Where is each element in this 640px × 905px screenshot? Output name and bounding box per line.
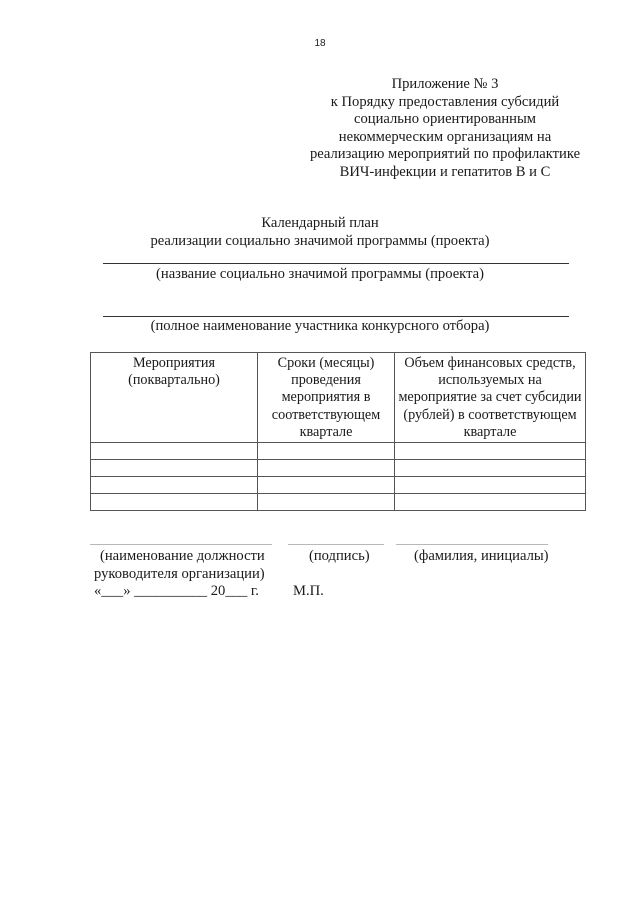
appendix-line: ВИЧ-инфекции и гепатитов В и С (339, 163, 551, 180)
stamp-place: М.П. (293, 583, 324, 599)
table-cell[interactable] (395, 443, 586, 460)
appendix-line: к Порядку предоставления субсидий (330, 93, 560, 110)
table-cell[interactable] (91, 443, 258, 460)
table-row (91, 460, 586, 477)
table-cell[interactable] (395, 460, 586, 477)
table-row (91, 477, 586, 494)
table-cell[interactable] (395, 477, 586, 494)
position-line[interactable] (90, 544, 272, 545)
plan-heading (0, 215, 640, 250)
name-line[interactable] (396, 544, 548, 545)
page-number: 18 (314, 38, 326, 49)
table-cell[interactable] (258, 494, 395, 511)
position-label-cont: руководителя организации) (94, 566, 265, 582)
table-cell[interactable] (91, 460, 258, 477)
appendix-line: некоммерческим организациям на (338, 128, 552, 145)
table-cell[interactable] (395, 494, 586, 511)
table-header-row (91, 353, 586, 443)
plan-subtitle: реализации социально значимой программы (проекта) (150, 232, 490, 249)
plan-title: Календарный план (261, 215, 379, 231)
appendix-line: социально ориентированным (353, 111, 536, 128)
table-cell[interactable] (258, 443, 395, 460)
signature-line[interactable] (288, 544, 384, 545)
table-row (91, 443, 586, 460)
appendix-line: реализацию мероприятий по профилактике (309, 146, 581, 163)
participant-caption: (полное наименование участника конкурсного отбора) (150, 318, 490, 334)
table-cell[interactable] (258, 477, 395, 494)
participant-name-line[interactable] (103, 316, 569, 317)
header-events: Мероприятия (поквартально) (91, 353, 258, 443)
table-cell[interactable] (258, 460, 395, 477)
program-name-caption: (название социально значимой программы (проекта) (156, 266, 484, 282)
position-label: (наименование должности (100, 548, 265, 564)
appendix-line: Приложение № 3 (391, 76, 499, 92)
header-timing: Сроки (месяцы) проведения мероприятия в соответствующем квартале (258, 353, 395, 443)
date-field[interactable]: «___» __________ 20___ г. (94, 583, 259, 599)
header-funding: Объем финансовых средств, используемых на мероприятие за счет субсидии (рублей) в соответствующем квартале (395, 353, 586, 443)
table-row (91, 494, 586, 511)
table-cell[interactable] (91, 494, 258, 511)
signature-label: (подпись) (309, 548, 370, 564)
calendar-plan-table (90, 352, 586, 511)
program-name-line[interactable] (103, 263, 569, 264)
table-cell[interactable] (91, 477, 258, 494)
appendix-header (300, 76, 590, 182)
name-label: (фамилия, инициалы) (414, 548, 549, 564)
